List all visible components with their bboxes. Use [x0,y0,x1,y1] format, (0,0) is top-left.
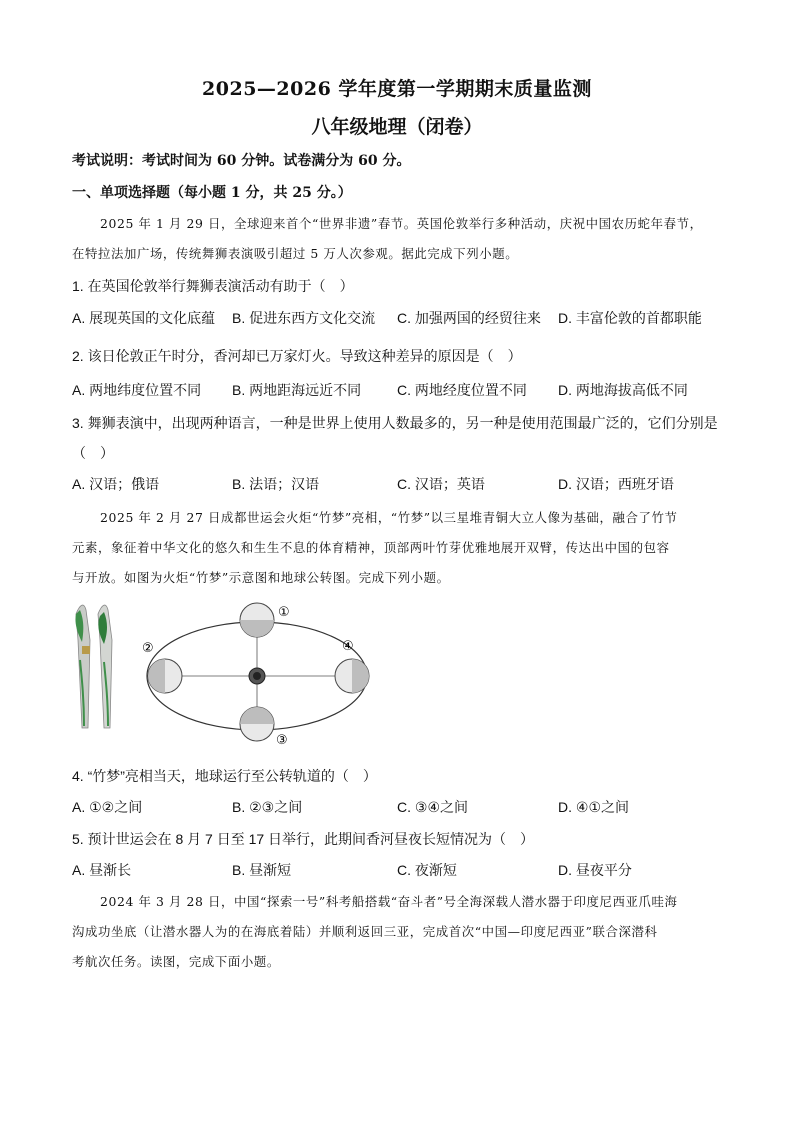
passage3-line1: 2024 年 3 月 28 日，中国“探索一号”科考船搭载“奋斗者”号全海深载人潜水器于印度尼西亚爪哇海 [100,894,678,909]
option-a: A. 两地纬度位置不同 [72,382,202,398]
option-a: A. 昼渐长 [72,862,132,878]
figure-svg [70,600,390,750]
question-4-stem: 4. “竹梦”亮相当天，地球运行至公转轨道的（ ） [72,768,377,784]
passage3-line3: 考航次任务。读图，完成下面小题。 [72,954,280,969]
torch-image [75,605,112,728]
passage2-line1: 2025 年 2 月 27 日成都世运会火炬“竹梦”亮相，“竹梦”以三星堆青铜大立人像为基础，融合了竹节 [100,510,678,525]
marker-3: ③ [276,733,288,748]
option-b: B. 促进东西方文化交流 [232,310,376,326]
question-1-stem: 1. 在英国伦敦举行舞狮表演活动有助于（ ） [72,278,354,294]
option-c: C. ③④之间 [397,799,468,815]
exam-title: 2025—2026 学年度第一学期期末质量监测 [202,78,592,100]
earth-right [335,659,369,693]
exam-note: 考试说明：考试时间为 60 分钟。试卷满分为 60 分。 [72,153,411,169]
marker-4: ④ [342,639,354,654]
option-d: D. ④①之间 [558,799,629,815]
option-b: B. 两地距海远近不同 [232,382,362,398]
option-b: B. 法语；汉语 [232,476,320,492]
torch-and-orbit-figure [70,600,390,750]
option-d: D. 两地海拔高低不同 [558,382,688,398]
passage1-line2: 在特拉法加广场，传统舞狮表演吸引超过 5 万人次参观。据此完成下列小题。 [72,246,519,261]
question-2-stem: 2. 该日伦敦正午时分，香河却已万家灯火。导致这种差异的原因是（ ） [72,348,522,364]
option-d: D. 丰富伦敦的首都职能 [558,310,702,326]
passage2-line3: 与开放。如图为火炬“竹梦”示意图和地球公转图。完成下列小题。 [72,570,450,585]
option-d: D. 汉语；西班牙语 [558,476,674,492]
section-title: 一、单项选择题（每小题 1 分，共 25 分。） [72,185,352,201]
question-3-stem: 3. 舞狮表演中，出现两种语言，一种是世界上使用人数最多的，另一种是使用范围最广泛的，它们分别是 [72,415,718,431]
option-a: A. 汉语；俄语 [72,476,160,492]
option-c: C. 汉语；英语 [397,476,485,492]
option-d: D. 昼夜平分 [558,862,632,878]
option-c: C. 加强两国的经贸往来 [397,310,541,326]
option-a: A. 展现英国的文化底蕴 [72,310,216,326]
option-c: C. 夜渐短 [397,862,457,878]
question-5-stem: 5. 预计世运会在 8 月 7 日至 17 日举行，此期间香河昼夜长短情况为（ ） [72,831,535,847]
marker-2: ② [142,641,154,656]
earth-bottom [240,707,274,741]
option-b: B. 昼渐短 [232,862,292,878]
earth-left [148,659,182,693]
passage3-line2: 沟成功坐底（让潜水器人为的在海底着陆）并顺利返回三亚，完成首次“中国—印度尼西亚”联合深潜科 [72,924,658,939]
option-a: A. ①②之间 [72,799,143,815]
exam-subtitle: 八年级地理（闭卷） [311,116,483,138]
question-3-stem-cont: （ ） [72,445,114,461]
option-b: B. ②③之间 [232,799,303,815]
orbit-diagram [142,603,369,748]
marker-1: ① [278,605,290,620]
passage1-line1: 2025 年 1 月 29 日，全球迎来首个“世界非遗”春节。英国伦敦举行多种活动，庆祝中国农历蛇年春节， [100,216,703,231]
option-c: C. 两地经度位置不同 [397,382,527,398]
earth-top [240,603,274,637]
passage2-line2: 元素，象征着中华文化的悠久和生生不息的体育精神，顶部两叶竹芽优雅地展开双臂，传达出中国的包容 [72,540,670,555]
